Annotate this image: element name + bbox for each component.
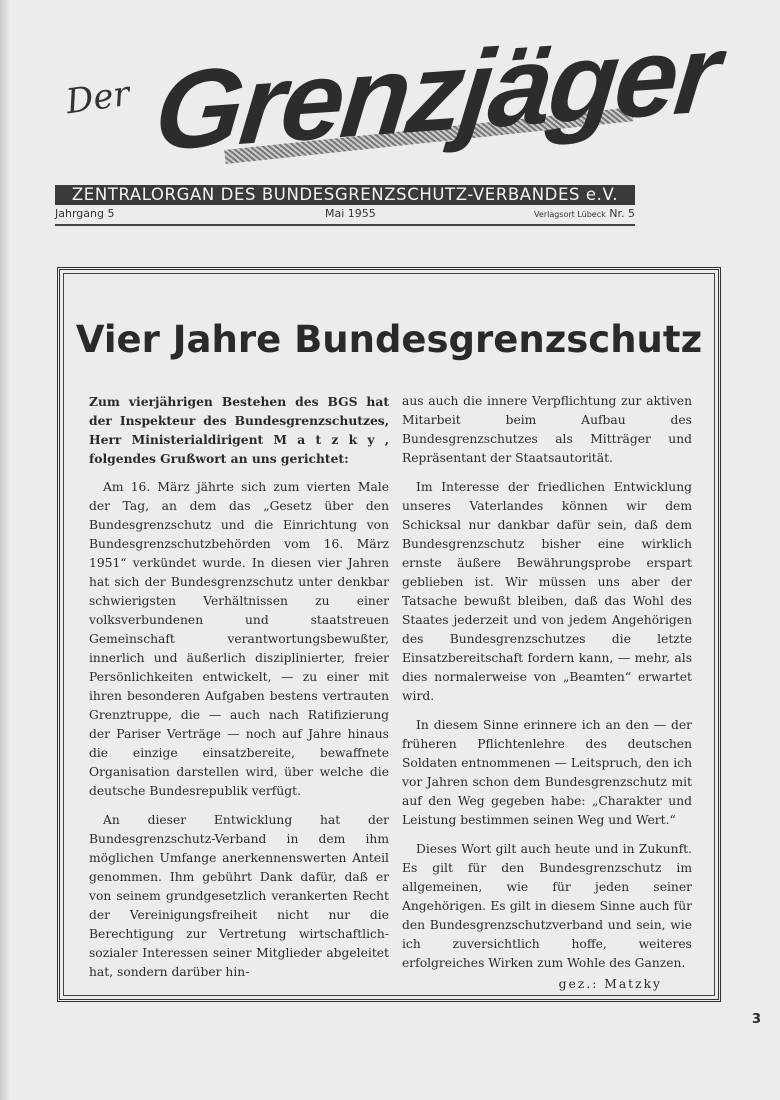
masthead-subtitle: ZENTRALORGAN DES BUNDESGRENZSCHUTZ-VERBANDES e.V.: [55, 185, 635, 205]
masthead-rule: [55, 224, 635, 226]
paragraph: In diesem Sinne erinnere ich an den — der früheren Pflichtenlehre des deutschen Soldaten entnommenen — Leitspruch, den ich vor Jahren schon dem Bundesgrenzschutz mit auf den Weg gegeben habe: „Charakter und Leistung bestimmen seinen Weg und Wert.“: [402, 718, 692, 827]
masthead-title: Grenzjäger: [149, 10, 724, 174]
paragraph: Dieses Wort gilt auch heute und in Zukunft. Es gilt für den Bundesgrenzschutz im allgemeinen, wie für jeden seiner Angehörigen. Es gilt in diesem Sinne auch für den Bundesgrenzschutzverband und sein, wie ich zuversichtlich hoffe, weiteres erfolgreiches Wirken zum Wohle des Ganzen.: [402, 842, 692, 970]
paragraph: An dieser Entwicklung hat der Bundesgrenzschutz-Verband in dem ihm möglichen Umfange anerkennenswerten Anteil genommen. Ihm gebührt Dank dafür, daß er von seinem grundgesetzlich verankerten Recht der Vereinigungsfreiheit nicht nur die Berechtigung zur Vertretung wirtschaftlich-sozialer Interessen seiner Mitglieder abgeleitet hat, sondern darüber hin-: [89, 813, 389, 979]
masthead-der: Der: [63, 73, 133, 123]
article-column-right: [402, 392, 692, 994]
article-column-left: [89, 392, 389, 992]
signature: gez.: Matzky: [558, 977, 662, 991]
paragraph: Am 16. März jährte sich zum vierten Male der Tag, an dem das „Gesetz über den Bundesgrenzschutz und die Einrichtung von Bundesgrenzschutzbehörden vom 16. März 1951“ verkündet wurde. In diesen vier Jahren hat sich der Bundesgrenzschutz unter denkbar schwierigsten Verhältnissen zu einer volksverbundenen und staatstreuen Gemeinschaft verantwortungsbewußter, innerlich und äußerlich disziplinierter, freier Persönlichkeiten entwickelt, — zu einer mit ihren besonderen Aufgaben bestens vertrauten Grenztruppe, die — auch nach Ratifizierung der Pariser Verträge — noch auf Jahre hinaus die einzige einsatzbereite, bewaffnete Organisation darstellen wird, über welche die deutsche Bundesrepublik verfügt.: [89, 480, 389, 798]
publication-place: Verlagsort Lübeck: [534, 210, 606, 219]
page-number: 3: [752, 1012, 762, 1027]
article-title: Vier Jahre Bundesgrenzschutz: [75, 318, 703, 361]
paragraph: aus auch die innere Verpflichtung zur aktiven Mitarbeit beim Aufbau des Bundesgrenzschutzes als Mitträger und Repräsentant der Staatsautorität.: [402, 394, 692, 465]
paragraph: Im Interesse der friedlichen Entwicklung unseres Vaterlandes können wir dem Schicksal nur dankbar dafür sein, daß dem Bundesgrenzschutz bisher eine wirklich ernste äußere Bewährungsprobe erspart geblieben ist. Wir müssen uns aber der Tatsache bewußt bleiben, daß das Wohl des Staates jederzeit und von jedem Angehörigen des Bundesgrenzschutzes die letzte Einsatzbereitschaft fordern kann, — mehr, als dies normalerweise von „Beamten“ erwartet wird.: [402, 480, 692, 703]
article-lead: Zum vierjährigen Bestehen des BGS hat der Inspekteur des Bundesgrenzschutzes, Herr Ministerialdirigent M a t z k y , folgendes Grußwort an uns gerichtet:: [89, 394, 389, 466]
issue-date: Mai 1955: [325, 207, 376, 220]
scan-edge: [0, 0, 10, 1100]
issue-number: Nr. 5: [609, 207, 635, 220]
volume: Jahrgang 5: [55, 207, 115, 220]
